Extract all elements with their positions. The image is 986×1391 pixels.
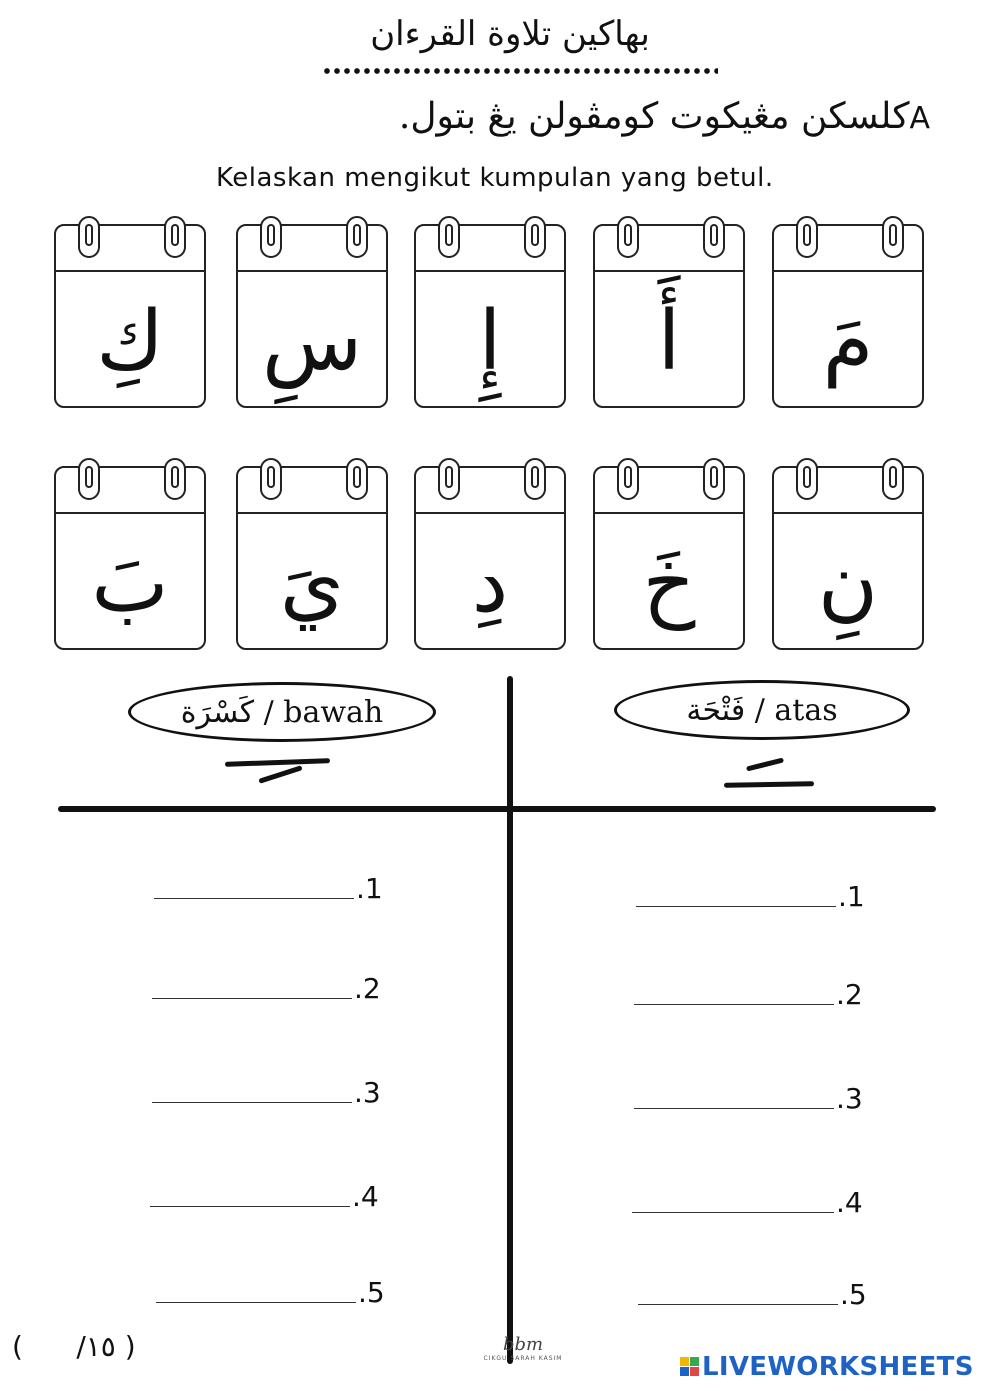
answer-blank[interactable] xyxy=(636,906,836,907)
card-letter: سِ xyxy=(261,294,363,389)
instruction-arabic: كلسكن مڠيكوت كومڤولن يڠ بتول. xyxy=(398,96,910,137)
binder-ring-icon xyxy=(346,458,368,500)
card-letter: كِ xyxy=(96,294,164,389)
header-fathah-latin: / atas xyxy=(754,692,838,728)
binder-ring-icon xyxy=(78,216,100,258)
card-letter: إِ xyxy=(478,294,502,389)
kasrah-mark-icon xyxy=(258,765,302,784)
letter-card[interactable] xyxy=(593,224,745,408)
binder-ring-icon xyxy=(164,216,186,258)
binder-ring-icon xyxy=(524,458,546,500)
answer-line[interactable] xyxy=(638,1278,867,1311)
instruction-malay: Kelaskan mengikut kumpulan yang betul. xyxy=(216,163,774,193)
table-horizontal-divider xyxy=(58,806,936,812)
binder-ring-icon xyxy=(438,216,460,258)
answer-line[interactable] xyxy=(152,1076,381,1109)
header-kasrah-latin: / bawah xyxy=(263,694,384,730)
answer-number: .3 xyxy=(836,1082,863,1115)
answer-blank[interactable] xyxy=(156,1302,356,1303)
binder-ring-icon xyxy=(617,458,639,500)
binder-ring-icon xyxy=(796,458,818,500)
liveworksheets-wordmark: LIVEWORKSHEETS xyxy=(702,1352,974,1382)
letter-card[interactable] xyxy=(54,466,206,650)
binder-ring-icon xyxy=(260,458,282,500)
title-dotted-underline xyxy=(322,66,718,76)
card-letter: دِ xyxy=(471,536,509,631)
letter-card[interactable] xyxy=(414,466,566,650)
answer-number: .4 xyxy=(836,1186,863,1219)
binder-ring-icon xyxy=(164,458,186,500)
answer-blank[interactable] xyxy=(154,898,354,899)
header-fathah xyxy=(614,680,910,740)
header-kasrah xyxy=(128,682,436,742)
answer-number: .5 xyxy=(840,1278,867,1311)
binder-ring-icon xyxy=(796,216,818,258)
letter-card[interactable] xyxy=(593,466,745,650)
binder-ring-icon xyxy=(703,458,725,500)
answer-line[interactable] xyxy=(634,1082,863,1115)
answer-number: .2 xyxy=(836,978,863,1011)
card-letter: نِ xyxy=(817,536,879,631)
table-vertical-divider xyxy=(507,676,513,1364)
answer-blank[interactable] xyxy=(634,1004,834,1005)
answer-number: .4 xyxy=(352,1180,379,1213)
author-logo xyxy=(478,1334,568,1362)
card-letter: بَ xyxy=(91,536,169,631)
binder-ring-icon xyxy=(882,216,904,258)
binder-ring-icon xyxy=(703,216,725,258)
binder-ring-icon xyxy=(260,216,282,258)
card-letter: يَ xyxy=(279,536,345,631)
answer-blank[interactable] xyxy=(638,1304,838,1305)
binder-ring-icon xyxy=(438,458,460,500)
card-letter: خَ xyxy=(642,536,696,631)
answer-number: .5 xyxy=(358,1276,385,1309)
fathah-stroke xyxy=(724,781,814,788)
binder-ring-icon xyxy=(882,458,904,500)
answer-line[interactable] xyxy=(156,1276,385,1309)
answer-number: .2 xyxy=(354,972,381,1005)
answer-blank[interactable] xyxy=(150,1206,350,1207)
letter-card[interactable] xyxy=(772,224,924,408)
binder-ring-icon xyxy=(524,216,546,258)
binder-ring-icon xyxy=(617,216,639,258)
answer-blank[interactable] xyxy=(634,1108,834,1109)
answer-blank[interactable] xyxy=(632,1212,834,1213)
answer-number: .1 xyxy=(356,872,383,905)
kasrah-stroke xyxy=(225,758,330,767)
answer-line[interactable] xyxy=(150,1180,379,1213)
header-kasrah-arabic: كَسْرَة xyxy=(180,694,255,730)
binder-ring-icon xyxy=(78,458,100,500)
answer-line[interactable] xyxy=(152,972,381,1005)
liveworksheets-logo-icon xyxy=(680,1357,700,1377)
answer-line[interactable] xyxy=(154,872,383,905)
letter-card[interactable] xyxy=(236,466,388,650)
answer-line[interactable] xyxy=(636,880,865,913)
author-logo-caption: CIKGU SARAH KASIM xyxy=(483,1355,563,1362)
letter-card[interactable] xyxy=(54,224,206,408)
card-letter: أَ xyxy=(657,294,681,389)
header-fathah-arabic: فَتْحَة xyxy=(686,692,746,728)
instruction-label: A xyxy=(909,101,930,136)
letter-card[interactable] xyxy=(414,224,566,408)
answer-number: .3 xyxy=(354,1076,381,1109)
card-letter: مَ xyxy=(822,294,874,389)
answer-blank[interactable] xyxy=(152,998,352,999)
letter-card[interactable] xyxy=(772,466,924,650)
answer-line[interactable] xyxy=(632,1186,863,1219)
page-title: بهاكين تلاوة القرءان xyxy=(370,14,650,54)
binder-ring-icon xyxy=(346,216,368,258)
fathah-mark-icon xyxy=(746,757,784,771)
answer-line[interactable] xyxy=(634,978,863,1011)
answer-number: .1 xyxy=(838,880,865,913)
answer-blank[interactable] xyxy=(152,1102,352,1103)
score-box: ( /١٥ ) xyxy=(12,1330,136,1363)
liveworksheets-brand[interactable] xyxy=(680,1352,974,1382)
instruction-arabic-line xyxy=(330,96,930,137)
letter-card[interactable] xyxy=(236,224,388,408)
author-logo-script: bbm xyxy=(502,1334,544,1355)
